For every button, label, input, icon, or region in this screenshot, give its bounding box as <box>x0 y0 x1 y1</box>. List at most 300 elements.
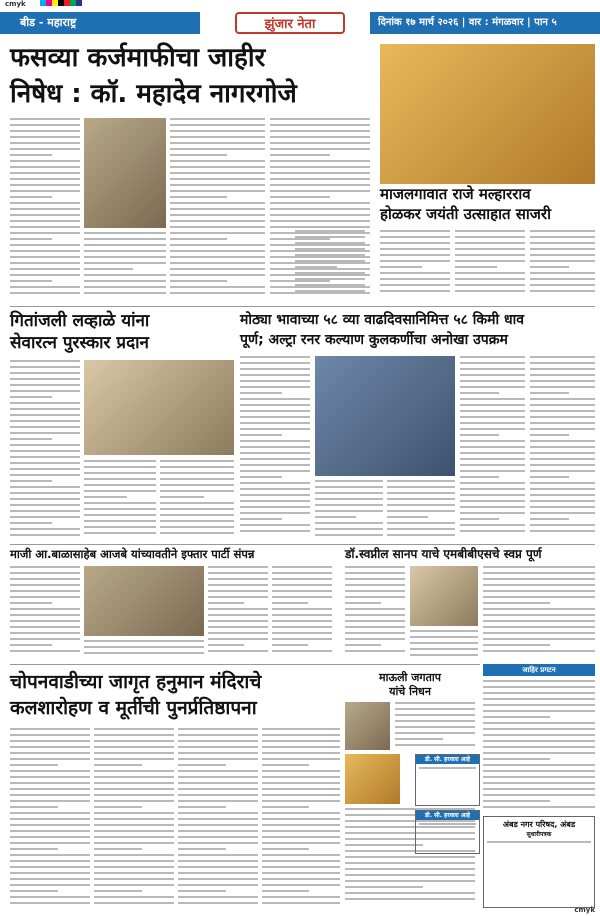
text-line <box>10 450 80 452</box>
text-line <box>10 250 80 252</box>
text-line <box>272 608 332 610</box>
tender-header: अंबड नगर परिषद, अंबड <box>502 820 576 829</box>
text-line <box>10 528 80 530</box>
text-line <box>272 596 332 598</box>
text-line <box>10 650 80 652</box>
gitanjali-award-photo <box>84 360 234 455</box>
text-line <box>240 464 310 466</box>
text-line <box>10 492 80 494</box>
text-line <box>530 254 595 256</box>
text-line <box>10 136 80 138</box>
text-line <box>10 510 80 512</box>
text-line <box>178 776 258 778</box>
text-line <box>387 504 455 506</box>
text-line <box>170 166 265 168</box>
text-line <box>460 488 525 490</box>
text-line <box>240 500 310 502</box>
text-line <box>387 522 455 524</box>
cmyk-mark-bottom: cmyk <box>574 906 595 914</box>
text-line <box>460 458 525 460</box>
text-line <box>262 890 309 892</box>
text-line <box>240 356 310 358</box>
text-line <box>240 524 310 526</box>
text-line <box>178 878 258 880</box>
text-line <box>94 902 174 904</box>
text-line <box>10 842 90 844</box>
text-line <box>170 124 265 126</box>
text-line <box>262 740 340 742</box>
text-line <box>483 650 595 652</box>
text-line <box>10 160 80 162</box>
text-line <box>315 522 383 524</box>
text-line <box>10 866 90 868</box>
text-line <box>483 740 595 742</box>
text-line <box>178 746 258 748</box>
text-line <box>10 474 80 476</box>
run-photo <box>315 356 455 476</box>
text-line <box>530 410 595 412</box>
text-line <box>262 800 340 802</box>
text-line <box>240 398 310 400</box>
text-line <box>84 238 166 240</box>
text-line <box>530 386 595 388</box>
text-line <box>178 728 258 730</box>
text-line <box>530 524 595 526</box>
text-line <box>395 738 443 740</box>
text-line <box>84 268 133 270</box>
text-line <box>10 590 80 592</box>
text-line <box>240 458 310 460</box>
text-line <box>460 524 525 526</box>
holkar-headline-line2: होळकर जयंती उत्साहात साजरी <box>380 205 551 223</box>
text-line <box>530 380 595 382</box>
text-line <box>530 374 595 376</box>
text-line <box>460 464 525 466</box>
text-line <box>170 292 265 294</box>
text-line <box>345 626 405 628</box>
text-line <box>170 274 265 276</box>
text-line <box>483 572 595 574</box>
iftar-col4 <box>272 566 332 661</box>
text-line <box>345 892 475 894</box>
text-line <box>208 590 268 592</box>
text-line <box>178 872 258 874</box>
text-line <box>380 260 450 262</box>
text-line <box>455 260 525 262</box>
text-line <box>380 272 450 274</box>
text-line <box>315 528 383 530</box>
text-line <box>530 500 595 502</box>
text-line <box>483 638 595 640</box>
run-col3 <box>387 480 455 540</box>
text-line <box>178 788 258 790</box>
text-line <box>170 178 265 180</box>
hanuman-col3 <box>178 728 258 908</box>
run-col5 <box>530 356 595 540</box>
text-line <box>483 704 595 706</box>
text-line <box>10 244 80 246</box>
text-line <box>460 380 525 382</box>
text-line <box>483 698 595 700</box>
text-line <box>272 602 308 604</box>
text-line <box>395 702 475 704</box>
text-line <box>380 230 450 232</box>
text-line <box>10 522 52 524</box>
text-line <box>10 534 80 536</box>
text-line <box>530 488 595 490</box>
text-line <box>530 434 569 436</box>
text-line <box>262 818 340 820</box>
text-line <box>10 890 58 892</box>
text-line <box>160 472 234 474</box>
text-line <box>10 498 80 500</box>
text-line <box>94 848 142 850</box>
text-line <box>10 184 80 186</box>
text-line <box>460 518 499 520</box>
text-line <box>410 654 478 656</box>
text-line <box>345 632 405 634</box>
text-line <box>94 752 174 754</box>
text-line <box>178 860 258 862</box>
text-line <box>262 764 309 766</box>
text-line <box>530 266 569 268</box>
text-line <box>395 732 475 734</box>
text-line <box>380 254 450 256</box>
text-line <box>170 196 227 198</box>
text-line <box>295 236 365 238</box>
text-line <box>270 226 370 228</box>
text-line <box>460 374 525 376</box>
text-line <box>94 872 174 874</box>
text-line <box>419 767 476 769</box>
text-line <box>455 254 525 256</box>
text-line <box>419 823 476 825</box>
text-line <box>84 508 156 510</box>
text-line <box>410 636 478 638</box>
text-line <box>94 842 174 844</box>
text-line <box>270 202 370 204</box>
text-line <box>460 362 525 364</box>
text-line <box>178 794 258 796</box>
text-line <box>10 378 80 380</box>
date-line: दिनांक १७ मार्च २०२६ | वार : मंगळवार | पान ५ <box>370 12 600 34</box>
text-line <box>295 278 365 280</box>
text-line <box>170 286 265 288</box>
text-line <box>10 480 52 482</box>
color-swatch <box>76 0 82 6</box>
text-line <box>345 614 405 616</box>
text-line <box>240 380 310 382</box>
text-line <box>84 274 166 276</box>
text-line <box>272 644 308 646</box>
text-line <box>94 860 174 862</box>
text-line <box>262 842 340 844</box>
text-line <box>530 272 595 274</box>
text-line <box>94 788 174 790</box>
text-line <box>455 236 525 238</box>
text-line <box>272 620 332 622</box>
text-line <box>160 502 234 504</box>
mauli-col1 <box>395 702 475 750</box>
text-line <box>483 782 595 784</box>
text-line <box>240 440 310 442</box>
text-line <box>272 578 332 580</box>
gitanjali-headline-line2: सेवारत्न पुरस्कार प्रदान <box>10 333 149 353</box>
text-line <box>10 190 80 192</box>
text-line <box>262 794 340 796</box>
text-line <box>10 504 80 506</box>
text-line <box>240 530 310 532</box>
hanuman-headline-line2: कलशारोहण व मूर्तीची पुनर्प्रतिष्ठापना <box>10 697 257 719</box>
text-line <box>380 278 450 280</box>
text-line <box>455 278 525 280</box>
text-line <box>345 898 475 900</box>
text-line <box>395 720 475 722</box>
text-line <box>10 124 80 126</box>
text-line <box>10 166 80 168</box>
text-line <box>94 734 174 736</box>
text-line <box>272 590 332 592</box>
text-line <box>345 596 405 598</box>
text-line <box>483 566 595 568</box>
text-line <box>315 534 383 536</box>
text-line <box>10 274 80 276</box>
text-line <box>240 476 282 478</box>
text-line <box>483 578 595 580</box>
text-line <box>10 644 52 646</box>
text-line <box>483 722 595 724</box>
text-line <box>84 244 166 246</box>
text-line <box>10 486 80 488</box>
text-line <box>10 292 80 294</box>
text-line <box>10 220 80 222</box>
text-line <box>10 438 52 440</box>
text-line <box>10 626 80 628</box>
text-line <box>160 532 234 534</box>
text-line <box>10 456 80 458</box>
text-line <box>272 638 332 640</box>
text-line <box>345 880 475 882</box>
text-line <box>94 818 174 820</box>
mauli-headline-line1: माऊली जगताप <box>379 671 441 684</box>
text-line <box>10 602 52 604</box>
text-line <box>208 566 268 568</box>
text-line <box>10 806 58 808</box>
text-line <box>345 584 405 586</box>
text-line <box>10 608 80 610</box>
text-line <box>94 866 174 868</box>
text-line <box>208 596 268 598</box>
text-line <box>10 172 80 174</box>
text-line <box>84 460 156 462</box>
mbbs-col1 <box>345 566 405 661</box>
text-line <box>315 510 383 512</box>
text-line <box>483 614 595 616</box>
text-line <box>270 124 370 126</box>
text-line <box>530 230 595 232</box>
main-article-col2 <box>84 232 166 298</box>
text-line <box>460 530 525 532</box>
text-line <box>10 426 80 428</box>
text-line <box>240 362 310 364</box>
text-line <box>460 434 499 436</box>
text-line <box>10 214 80 216</box>
text-line <box>460 470 525 472</box>
text-line <box>10 896 90 898</box>
text-line <box>240 416 310 418</box>
text-line <box>315 486 383 488</box>
gitanjali-col1 <box>10 360 80 540</box>
text-line <box>84 496 127 498</box>
text-line <box>170 184 265 186</box>
text-line <box>10 432 80 434</box>
text-line <box>10 516 80 518</box>
text-line <box>10 226 80 228</box>
holkar-col2 <box>380 230 450 300</box>
text-line <box>10 286 80 288</box>
text-line <box>94 806 142 808</box>
text-line <box>94 896 174 898</box>
text-line <box>387 492 455 494</box>
text-line <box>240 482 310 484</box>
text-line <box>460 392 499 394</box>
text-line <box>262 776 340 778</box>
text-line <box>387 510 455 512</box>
text-line <box>94 776 174 778</box>
text-line <box>10 860 90 862</box>
text-line <box>10 770 90 772</box>
text-line <box>483 806 595 808</box>
text-line <box>94 758 174 760</box>
text-line <box>460 398 525 400</box>
text-line <box>262 788 340 790</box>
text-line <box>483 728 595 730</box>
text-line <box>10 596 80 598</box>
main-headline-line2: निषेध : कॉ. महादेव नागरगोजे <box>10 79 297 109</box>
text-line <box>380 236 450 238</box>
text-line <box>410 642 478 644</box>
text-line <box>270 190 370 192</box>
text-line <box>178 770 258 772</box>
text-line <box>530 422 595 424</box>
text-line <box>262 860 340 862</box>
text-line <box>270 142 370 144</box>
text-line <box>483 710 595 712</box>
text-line <box>84 286 166 288</box>
text-line <box>387 498 455 500</box>
text-line <box>530 482 595 484</box>
run-col2 <box>315 480 383 540</box>
text-line <box>240 506 310 508</box>
text-line <box>483 788 595 790</box>
text-line <box>10 764 58 766</box>
text-line <box>178 830 258 832</box>
text-line <box>387 534 455 536</box>
text-line <box>160 466 234 468</box>
text-line <box>460 482 525 484</box>
text-line <box>295 248 365 250</box>
text-line <box>160 508 234 510</box>
gitanjali-headline-line1: गितांजली लव्हाळे यांना <box>10 311 150 331</box>
text-line <box>10 638 80 640</box>
text-line <box>10 280 52 282</box>
mauli-headline-line2: यांचे निधन <box>389 685 431 698</box>
text-line <box>10 396 52 398</box>
mbbs-col2 <box>410 630 478 661</box>
text-line <box>170 226 265 228</box>
cmyk-mark: cmyk <box>5 0 26 8</box>
text-line <box>483 746 595 748</box>
text-line <box>84 502 156 504</box>
text-line <box>94 878 174 880</box>
text-line <box>10 202 80 204</box>
text-line <box>460 422 525 424</box>
text-line <box>270 220 370 222</box>
text-line <box>84 532 156 534</box>
text-line <box>84 520 156 522</box>
text-line <box>160 514 234 516</box>
text-line <box>10 578 80 580</box>
text-line <box>345 868 475 870</box>
hanuman-col2 <box>94 728 174 908</box>
text-line <box>483 632 595 634</box>
text-line <box>460 386 525 388</box>
text-line <box>10 390 80 392</box>
text-line <box>530 512 595 514</box>
text-line <box>345 578 405 580</box>
text-line <box>178 824 258 826</box>
text-line <box>483 590 595 592</box>
text-line <box>315 492 383 494</box>
run-col1 <box>240 356 310 540</box>
text-line <box>240 512 310 514</box>
text-line <box>270 166 370 168</box>
text-line <box>460 440 525 442</box>
text-line <box>455 248 525 250</box>
text-line <box>530 470 595 472</box>
text-line <box>10 740 90 742</box>
text-line <box>94 854 174 856</box>
text-line <box>483 686 595 688</box>
text-line <box>530 452 595 454</box>
text-line <box>160 490 234 492</box>
text-line <box>94 812 174 814</box>
text-line <box>410 648 478 650</box>
iftar-col3 <box>208 566 268 661</box>
text-line <box>94 890 142 892</box>
hanuman-col4 <box>262 728 340 908</box>
text-line <box>160 460 234 462</box>
text-line <box>94 746 174 748</box>
text-line <box>262 812 340 814</box>
text-line <box>530 518 569 520</box>
text-line <box>170 136 265 138</box>
divider <box>10 544 595 545</box>
text-line <box>10 420 80 422</box>
divider <box>10 306 595 307</box>
text-line <box>178 836 258 838</box>
text-line <box>160 496 204 498</box>
text-line <box>483 764 595 766</box>
text-line <box>530 392 569 394</box>
text-line <box>460 404 525 406</box>
iftar-photo <box>84 566 204 636</box>
text-line <box>530 458 595 460</box>
text-line <box>84 466 156 468</box>
text-line <box>84 490 156 492</box>
text-line <box>380 284 450 286</box>
text-line <box>10 794 90 796</box>
